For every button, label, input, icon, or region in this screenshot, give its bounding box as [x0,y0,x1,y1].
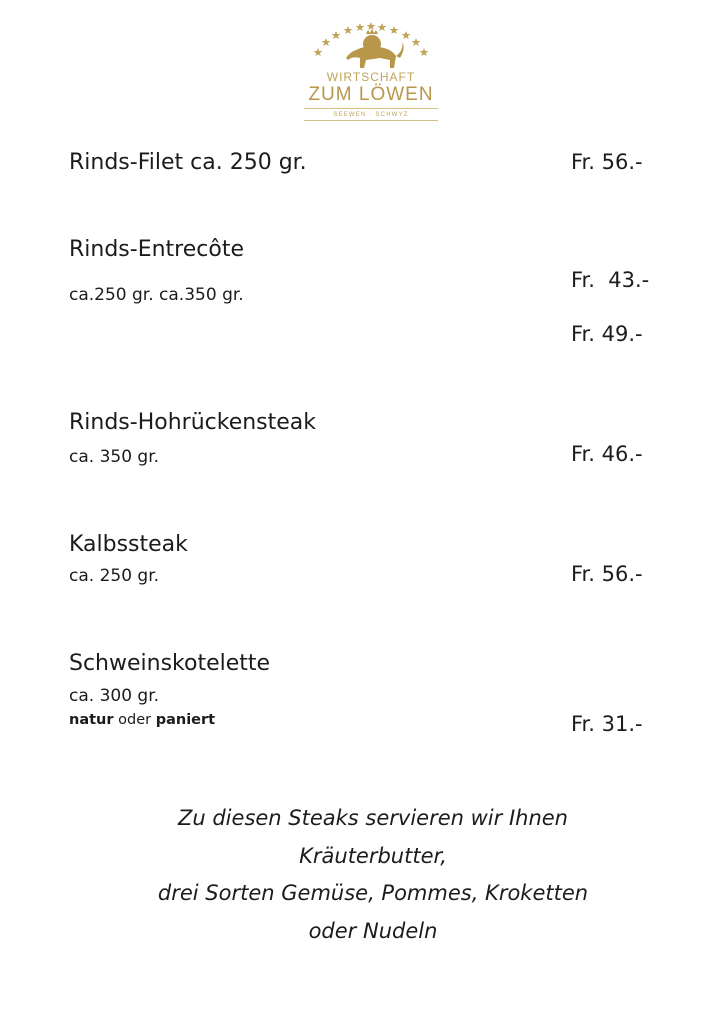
item-options-schweinskotelette [69,712,215,728]
option-natur: natur [69,712,114,728]
item-detail-kalbssteak: ca. 250 gr. [69,566,160,586]
note-line: Kräuterbutter, [299,843,447,868]
item-name-kalbssteak: Kalbssteak [69,532,188,557]
item-detail-schweinskotelette: ca. 300 gr. [69,686,160,706]
item-price-rinds-filet: Fr. 56.- [571,150,643,174]
logo-divider [304,108,438,109]
option-separator: oder [113,712,156,728]
logo-text-location: SEEWEN · SCHWYZ [333,112,409,118]
item-name-rinds-entrecote: Rinds-Entrecôte [69,237,244,262]
item-detail-rinds-hohrueckensteak: ca. 350 gr. [69,447,160,467]
item-price-kalbssteak: Fr. 56.- [571,562,643,586]
item-price-rinds-hohrueckensteak: Fr. 46.- [571,442,643,466]
note-line: Zu diesen Steaks servieren wir Ihnen [177,806,568,830]
item-name-rinds-filet: Rinds-Filet ca. 250 gr. [69,150,307,175]
logo-text-zum-loewen: ZUM LÖWEN [308,84,434,105]
side-dishes-note [120,800,626,950]
note-line: oder Nudeln [308,918,438,943]
note-line: drei Sorten Gemüse, Pommes, Kroketten [157,881,589,905]
item-price-rinds-entrecote-large: Fr. 49.- [571,322,643,346]
logo-divider [304,120,438,121]
item-name-schweinskotelette: Schweinskotelette [69,651,271,676]
item-price-rinds-entrecote-small: Fr. 43.- [571,268,650,292]
item-price-schweinskotelette: Fr. 31.- [571,712,643,736]
lion-crest-icon [296,20,446,72]
option-paniert: paniert [155,712,216,728]
restaurant-logo [296,20,446,128]
logo-text-wirtschaft: WIRTSCHAFT [326,70,416,84]
item-name-rinds-hohrueckensteak: Rinds-Hohrückensteak [69,410,317,435]
item-detail-rinds-entrecote: ca.250 gr. ca.350 gr. [69,285,244,305]
